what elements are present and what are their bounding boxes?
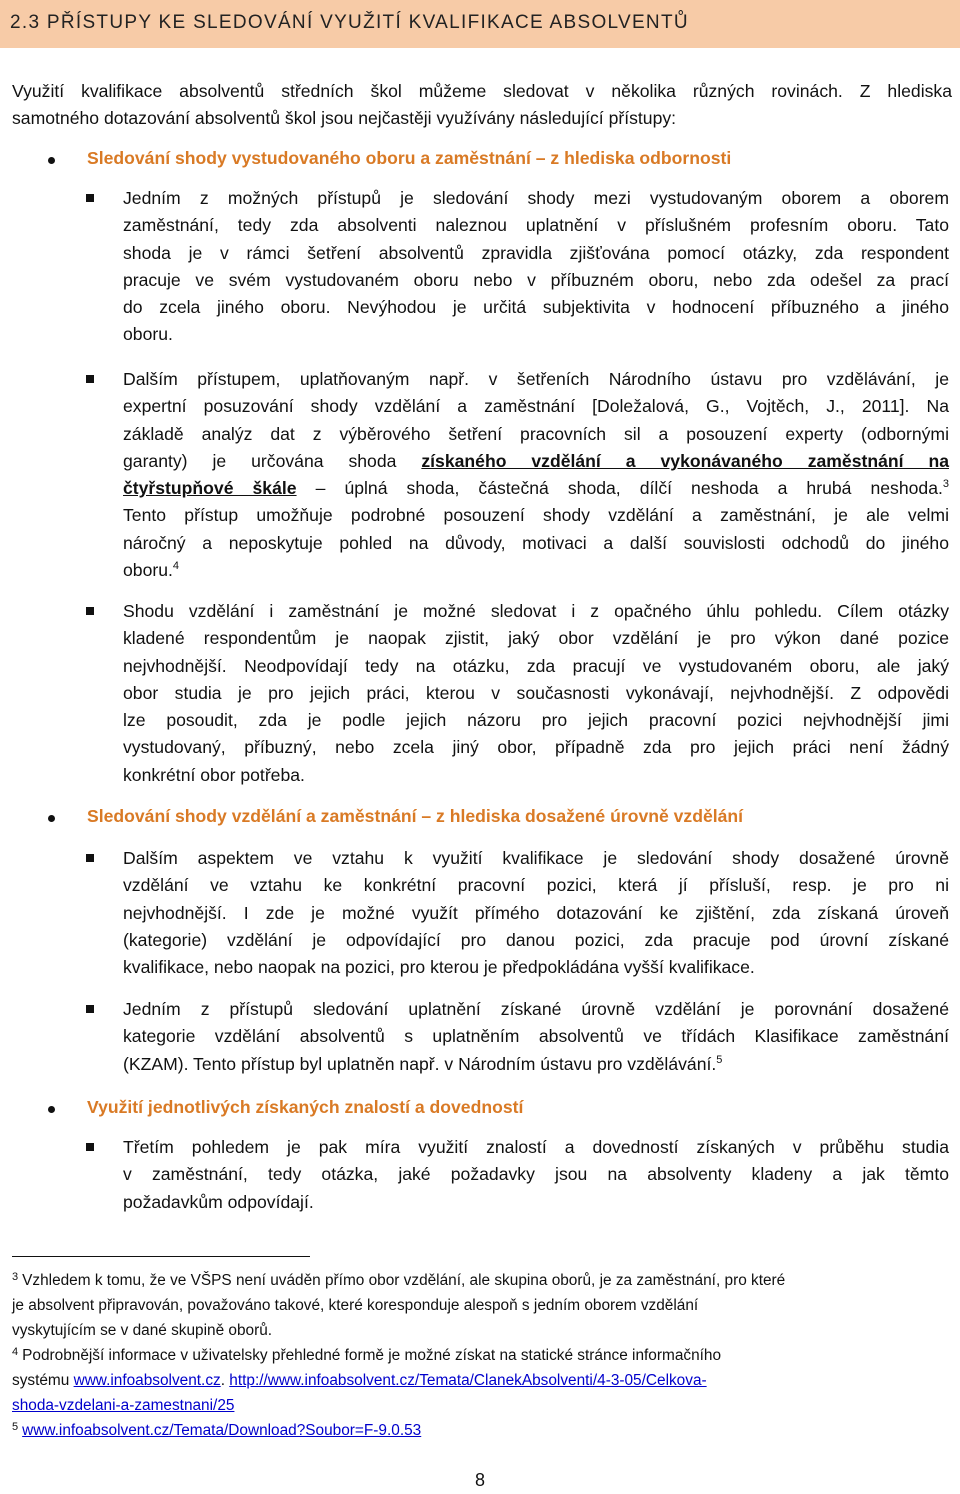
text-line: konkrétní obor potřeba. xyxy=(123,764,305,785)
text-line: Tento přístup umožňuje podrobné posouzení shody vzdělání a zaměstnání, je ale velmi xyxy=(123,505,949,526)
bullet-dot-icon xyxy=(48,157,55,164)
square-bullet-icon xyxy=(86,375,94,383)
emphasis-text: čtyřstupňové škále xyxy=(123,478,297,499)
download-link[interactable]: www.infoabsolvent.cz/Temata/Download?Soubor=F-9.0.53 xyxy=(22,1422,422,1439)
bullet-dot-icon xyxy=(48,1106,55,1113)
footnote-4 xyxy=(12,1343,948,1368)
text-line: (kategorie) vzdělání je odpovídající pro danou pozici, zda pracuje pod úrovní získané xyxy=(123,929,949,950)
text-run: – úplná shoda, částečná shoda, dílčí neshoda a hrubá neshoda. xyxy=(296,478,943,499)
square-bullet-icon xyxy=(86,854,94,862)
text-line: expertní posuzování shody vzdělání a zaměstnání [Doležalová, G., Vojtěch, J., 2011]. Na xyxy=(123,396,949,417)
footnote-text: systému xyxy=(12,1372,74,1389)
text-line: zaměstnání, tedy zda absolventi naleznou uplatnění v příslušném profesním oboru. Tato xyxy=(123,215,949,236)
text-line: Jedním z možných přístupů je sledování shody mezi vystudovaným oborem a oborem xyxy=(123,188,949,208)
square-bullet-icon xyxy=(86,607,94,615)
text-line xyxy=(123,557,949,584)
text-line: nejvhodnější. Neodpovídají tedy na otázku, zda pracují ve vystudovaném oboru, ale jaký xyxy=(123,655,949,676)
text-line: Dalším přístupem, uplatňovaným např. v šetřeních Národního ústavu pro vzdělávání, je xyxy=(123,369,949,389)
footnote-number: 5 xyxy=(12,1421,19,1433)
text-line: nejvhodnější. I zde je možné využít přímého dotazování ke zjištění, zda získaná úroveň xyxy=(123,902,949,923)
text-line xyxy=(123,448,949,475)
text-run: oboru. xyxy=(123,560,173,581)
text-line: vzdělání ve vztahu ke konkrétní pracovní pozici, která jí přísluší, resp. je pro ni xyxy=(123,875,949,896)
intro-line: Využití kvalifikace absolventů středních škol můžeme sledovat v několika různých rovinách. Z hlediska xyxy=(12,81,952,101)
text-line: v zaměstnání, tedy otázka, jaké požadavky jsou na absolventy kladeny a jak těmto xyxy=(123,1164,949,1185)
text-line: Třetím pohledem je pak míra využití znalostí a dovedností získaných v průběhu studia xyxy=(123,1137,949,1157)
footnote-5 xyxy=(12,1418,948,1443)
emphasis-text: získaného vzdělání a vykonávaného zaměstnání na xyxy=(421,450,949,471)
text-line: Dalším aspektem ve vztahu k využití kvalifikace je sledování shody dosažené úrovně xyxy=(123,848,949,868)
text-line: základě analýz dat z výběrového šetření pracovních sil a posouzení experty (odbornými xyxy=(123,423,949,444)
list-item xyxy=(123,185,949,349)
text-line: obor studia je pro jejich práci, kterou v současnosti vykonávají, nejvhodnější. Z odpovědi xyxy=(123,682,949,703)
text-line: Shodu vzdělání i zaměstnání je možné sledovat i z opačného úhlu pohledu. Cílem otázky xyxy=(123,601,949,621)
footnote-marker: 5 xyxy=(716,1053,723,1066)
text-run: (KZAM). Tento přístup byl uplatněn např. v Národním ústavu pro vzdělávání. xyxy=(123,1053,717,1074)
footnote-text: Podrobnější informace v uživatelsky přehledné formě je možné získat na statické stránce informačního xyxy=(22,1347,722,1364)
page-number: 8 xyxy=(474,1470,485,1490)
intro-paragraph xyxy=(12,78,952,132)
text-line: kategorie vzdělání absolventů s uplatněním absolventů ve třídách Klasifikace zaměstnání xyxy=(123,1026,949,1047)
text-line: pracuje ve svém vystudovaném oboru nebo v příbuzném oboru, nebo zda odešel za prací xyxy=(123,269,949,290)
text-line: lze posoudit, zda je podle jejich názoru pro jejich pracovní pozici nejvhodnější jimi xyxy=(123,710,949,731)
footnote-text: . xyxy=(220,1372,230,1389)
bullet-dot-icon xyxy=(48,815,55,822)
footnote-text: vyskytujícím se v dané skupině oborů. xyxy=(12,1322,273,1339)
celkova-shoda-link-continued[interactable]: shoda-vzdelani-a-zamestnani/25 xyxy=(12,1397,235,1414)
list-item xyxy=(123,366,949,584)
text-line: Jedním z přístupů sledování uplatnění získané úrovně vzdělání je porovnání dosažené xyxy=(123,999,949,1019)
infoabsolvent-link[interactable]: www.infoabsolvent.cz xyxy=(73,1372,221,1389)
footnote-text: je absolvent připravován, považováno takové, které koresponduje alespoň s jedním oborem vzdělání xyxy=(12,1297,699,1314)
footnote-number: 3 xyxy=(12,1271,19,1283)
text-line: náročný a neposkytuje pohled na důvody, motivaci a další souvislosti odchodů do jiného xyxy=(123,532,949,553)
celkova-shoda-link[interactable]: http://www.infoabsolvent.cz/Temata/ClanekAbsolventi/4-3-05/Celkova- xyxy=(229,1372,707,1389)
footnote-text xyxy=(12,1368,948,1393)
footnote-marker: 3 xyxy=(942,478,949,491)
list-item xyxy=(123,845,949,981)
text-line xyxy=(123,1051,949,1078)
text-line: kladené respondentům je naopak zjistit, jaký obor vzdělání je pro výkon dané pozice xyxy=(123,628,949,649)
intro-line: samotného dotazování absolventů škol jsou nejčastěji využívány následující přístupy: xyxy=(12,108,677,128)
text-line xyxy=(123,475,949,502)
text-line: vystudovaný, příbuzný, nebo zcela jiný obor, případně zda pro jejich práci není žádný xyxy=(123,737,949,758)
square-bullet-icon xyxy=(86,1143,94,1151)
text-line: do zcela jiného oboru. Nevýhodou je určitá subjektivita v hodnocení příbuzného a jiného xyxy=(123,297,949,318)
section-title-odbornost: Sledování shody vystudovaného oboru a zaměstnání – z hlediska odbornosti xyxy=(87,148,732,168)
list-item xyxy=(123,996,949,1078)
footnote-marker: 4 xyxy=(172,560,180,573)
text-run: garanty) je určována shoda xyxy=(123,450,422,471)
footnote-text: Vzhledem k tomu, že ve VŠPS není uváděn přímo obor vzdělání, ale skupina oborů, je za zaměstnání, pro které xyxy=(22,1272,786,1289)
footnote-separator xyxy=(12,1256,310,1257)
footnote-3 xyxy=(12,1268,948,1293)
list-item xyxy=(123,1134,949,1216)
text-line: požadavkům odpovídají. xyxy=(123,1191,314,1212)
text-line: shoda je v rámci šetření absolventů zpravidla zjišťována pomocí otázky, zda respondent xyxy=(123,242,949,263)
footnote-number: 4 xyxy=(12,1346,19,1358)
section-heading: 2.3 PŘÍSTUPY KE SLEDOVÁNÍ VYUŽITÍ KVALIFIKACE ABSOLVENTŮ xyxy=(10,12,689,33)
text-line: kvalifikace, nebo naopak na pozici, pro kterou je předpokládána vyšší kvalifikace. xyxy=(123,957,755,978)
square-bullet-icon xyxy=(86,194,94,202)
section-title-uroven: Sledování shody vzdělání a zaměstnání – z hlediska dosažené úrovně vzdělání xyxy=(87,806,744,826)
text-line: oboru. xyxy=(123,324,173,345)
square-bullet-icon xyxy=(86,1005,94,1013)
section-title-znalosti: Využití jednotlivých získaných znalostí a dovedností xyxy=(87,1097,524,1117)
list-item xyxy=(123,598,949,789)
footnotes xyxy=(12,1268,948,1443)
footnote-text xyxy=(12,1393,948,1418)
section-heading-bar xyxy=(0,0,960,48)
